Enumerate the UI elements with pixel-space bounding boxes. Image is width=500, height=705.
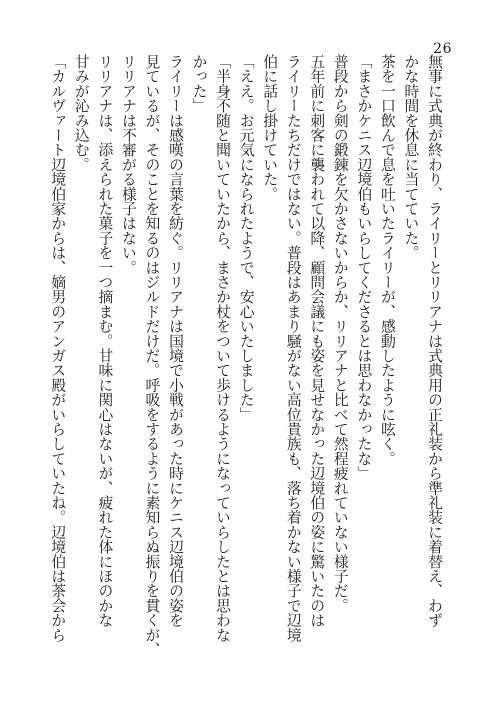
text-line: ライリーたちだけではない。普段はあまり騒がない高位貴族も、落ち着かない様子で辺境 [284,54,302,642]
text-line: 無事に式典が終わり、ライリーとリリアナは式典用の正礼装から準礼装に着替え、わず [426,54,443,628]
text-line: リリアナは不審がる様子はない。 [119,54,137,275]
text-line: 「ええ。お元気になられたようで、安心いたしました」 [237,54,255,422]
body-text [46,54,446,664]
text-line: 「カルヴァート辺境伯家からは、嫡男のアンガス殿がいらしていたね。辺境伯は茶会から [49,54,67,642]
text-line: 「半身不随と聞いていたから、まさか杖をついて歩けるようになっていらしたとは思わな [214,54,232,642]
text-line: 五年前に刺客に襲われて以降、顧問会議にも姿を見せなかった辺境伯の姿に驚いたのは [308,54,326,628]
text-line: かな時間を休息に当てていた。 [402,54,420,260]
text-line: 見ているが、そのことを知るのはジルドだけだ。呼吸をするように素知らぬ振りを貫くが、 [143,54,161,657]
text-line: 伯に話し掛けていた。 [261,54,279,201]
text-line: 「まさかケニス辺境伯もいらしてくださるとは思わなかったな」 [355,54,373,481]
text-line: 普段から剣の鍛錬を欠かさないからか、リリアナと比べて然程疲れていない様子だ。 [331,54,349,613]
text-line: ライリーは感嘆の言葉を紡ぐ。リリアナは国境で小戦があった時にケニス辺境伯の姿を [166,54,184,628]
text-line: リリアナは、添えられた菓子を一つ摘まむ。甘味に関心はないが、疲れた体にほのかな [96,54,114,628]
text-line: 茶を一口飲んで息を吐いたライリーが、感動したように呟く。 [378,54,396,466]
page-number: 26 [433,41,452,57]
text-line: 甘みが沁み込む。 [72,54,90,172]
text-line: かった」 [190,54,208,113]
